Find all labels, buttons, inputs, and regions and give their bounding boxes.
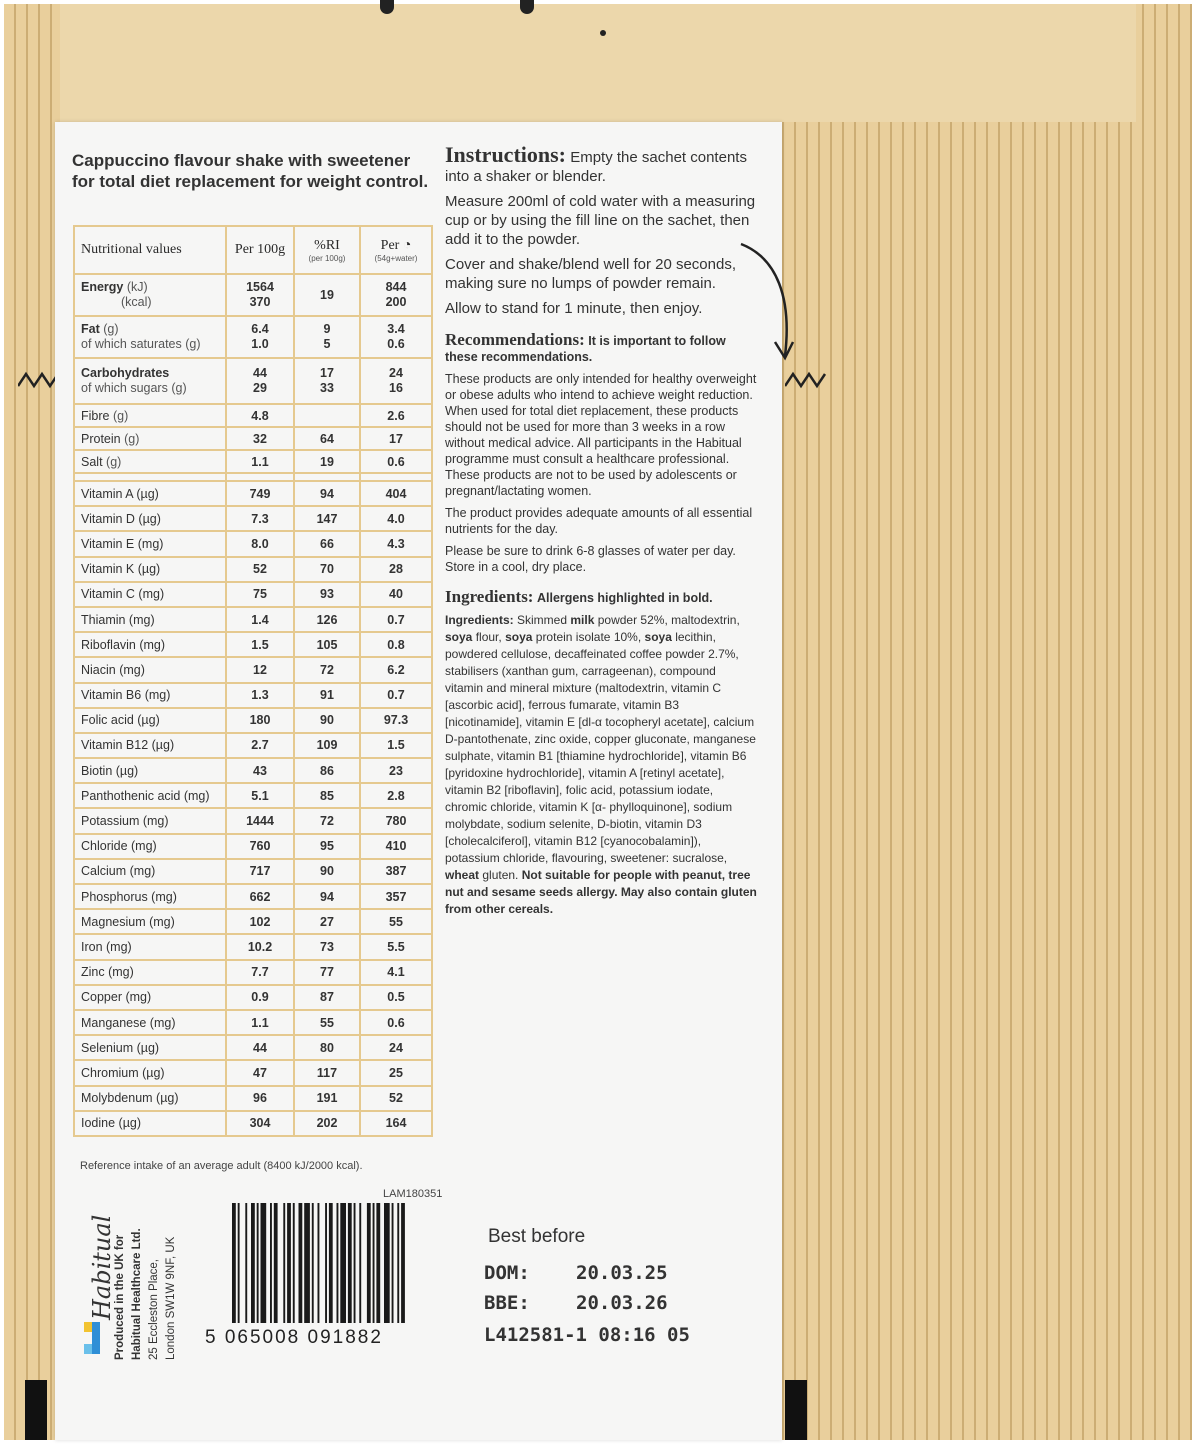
barcode-bar <box>376 1203 380 1323</box>
barcode-bar <box>304 1203 310 1323</box>
barcode-bar <box>287 1203 291 1323</box>
table-row: Manganese (mg) 1.1 55 0.6 <box>74 1010 432 1035</box>
header-serving: Per ◔ (54g+water) <box>360 226 432 274</box>
instructions-step4: Allow to stand for 1 minute, then enjoy. <box>445 300 703 317</box>
table-row: Panthothenic acid (mg) 5.1 85 2.8 <box>74 783 432 808</box>
brand-mark-icon <box>84 1322 108 1354</box>
table-row: Molybdenum (µg) 96 191 52 <box>74 1086 432 1111</box>
lam-code: LAM180351 <box>383 1188 443 1200</box>
barcode <box>228 1203 453 1328</box>
table-row: Chloride (mg) 760 95 410 <box>74 834 432 859</box>
table-row-energy: Energy (kJ) (kcal) 1564 370 19 844 200 <box>74 274 432 316</box>
barcode-bar <box>359 1203 361 1323</box>
tear-dot <box>600 30 606 36</box>
instructions-step3: Cover and shake/blend well for 20 seconds, making sure no lumps of powder remain. <box>445 256 737 292</box>
table-row: Calcium (mg) 717 90 387 <box>74 859 432 884</box>
table-row: Thiamin (mg) 1.4 126 0.7 <box>74 607 432 632</box>
table-row: Phosphorus (mg) 662 94 357 <box>74 884 432 909</box>
barcode-bar <box>283 1203 285 1323</box>
top-notch-left <box>380 0 394 14</box>
ingredients-list: Ingredients: Skimmed milk powder 52%, maltodextrin, soya flour, soya protein isolate 10%, soya lecithin, powdered cellulose, decaffeinated coffee powder 2.7%, stabilisers (xanthan gum, carrageenan), compound vitamin and mineral mixture (maltodextrin, vitamin C [ascorbic acid], ferrous fumarate, vitamin B3 [nicotinamide], vitamin E [dl-α tocopheryl acetate], calcium D-pantothenate, zinc oxide, copper gluconate, manganese sulphate, vitamin B1 [thiamine hydrochloride], vitamin B6 [pyridoxine hydrochloride], vitamin A [retinyl acetate], vitamin B2 [riboflavin], folic acid, potassium iodate, chromic chloride, vitamin K [α- phylloquinone], sodium molybdate, sodium selenite, D-biotin, vitamin D3 [cholecalciferol], vitamin B12 [cyanocobalamin]), potassium chloride, flavouring, sweetener: sucralose, wheat gluten. Not suitable for people with peanut, tree nut and sesame seeds allergy. May also contain gluten from other cereals. <box>445 613 757 916</box>
vitamin-rows <box>74 481 432 1136</box>
table-row: Folic acid (µg) 180 90 97.3 <box>74 708 432 733</box>
table-row: Iron (mg) 10.2 73 5.5 <box>74 934 432 959</box>
recommendations-intro: Recommendations: It is important to follow these recommendations. <box>445 330 726 364</box>
header-ri: %RI (per 100g) <box>294 226 360 274</box>
tear-notch-right-icon <box>785 368 827 392</box>
table-row: Vitamin B6 (mg) 1.3 91 0.7 <box>74 683 432 708</box>
table-row: Vitamin C (mg) 75 93 40 <box>74 582 432 607</box>
table-row: Vitamin K (µg) 52 70 28 <box>74 557 432 582</box>
table-row: Vitamin D (µg) 7.3 147 4.0 <box>74 506 432 531</box>
barcode-bar <box>367 1203 371 1323</box>
table-row: Riboflavin (mg) 1.5 105 0.8 <box>74 632 432 657</box>
barcode-bar <box>354 1203 356 1323</box>
table-row-fibre: Fibre (g) 4.8 2.6 <box>74 404 432 427</box>
instructions-heading: Instructions: <box>445 142 567 167</box>
ingredients-heading: Ingredients: <box>445 587 534 606</box>
dom-line: DOM: 20.03.25 <box>484 1262 668 1284</box>
barcode-bar <box>238 1203 240 1323</box>
barcode-bar <box>232 1203 236 1323</box>
top-notch-right <box>520 0 534 14</box>
barcode-bar <box>261 1203 267 1323</box>
barcode-bar <box>270 1203 272 1323</box>
sachet-top-seal <box>60 4 1136 122</box>
allergy-warning: Not suitable for people with peanut, tree nut and sesame seeds allergy. May also contain gluten from other cereals. <box>445 868 757 916</box>
barcode-bar <box>312 1203 314 1323</box>
table-row-protein: Protein (g) 32 64 17 <box>74 427 432 450</box>
bbe-line: BBE: 20.03.26 <box>484 1292 668 1314</box>
tear-notch-left-icon <box>18 368 60 392</box>
recommendations-p2: The product provides adequate amounts of all essential nutrients for the day. <box>445 506 753 536</box>
nutrition-table <box>73 225 433 1137</box>
barcode-bar <box>340 1203 346 1323</box>
table-row: Zinc (mg) 7.7 77 4.1 <box>74 960 432 985</box>
table-row: Vitamin A (µg) 749 94 404 <box>74 481 432 506</box>
barcode-bar <box>401 1203 405 1323</box>
barcode-bar <box>274 1203 278 1323</box>
barcode-bar <box>257 1203 259 1323</box>
instructions-column <box>445 142 757 924</box>
recommendations-p1: These products are only intended for healthy overweight or obese adults who intend to achieve weight reduction. When used for total diet replacement, these products should not be used for more than 3 weeks in a row without medical advice. All participants in the Habitual programme must consult a healthcare professional. These products are not to be used by adolescents or pregnant/lactating women. <box>445 372 757 498</box>
barcode-bar <box>392 1203 394 1323</box>
table-row: Copper (mg) 0.9 87 0.5 <box>74 985 432 1010</box>
recommendations-p3: Please be sure to drink 6-8 glasses of water per day. Store in a cool, dry place. <box>445 544 736 574</box>
fill-line-arrow-icon <box>737 238 797 368</box>
barcode-bar <box>245 1203 247 1323</box>
table-spacer <box>74 473 432 481</box>
bottom-seal-left <box>25 1380 47 1440</box>
table-row: Selenium (µg) 44 80 24 <box>74 1035 432 1060</box>
brand-logo: Habitual <box>88 1214 116 1320</box>
table-row: Niacin (mg) 12 72 6.2 <box>74 657 432 682</box>
barcode-bar <box>293 1203 295 1323</box>
barcode-bar <box>348 1203 352 1323</box>
header-nutrient: Nutritional values <box>74 226 226 274</box>
recommendations-heading: Recommendations: <box>445 330 585 349</box>
instructions-step2: Measure 200ml of cold water with a measuring cup or by using the fill line on the sachet, then add it to the powder. <box>445 193 756 248</box>
table-row-fat: Fat (g) of which saturates (g) 6.4 1.0 9 5 3.4 0.6 <box>74 316 432 358</box>
header-per100: Per 100g <box>226 226 294 274</box>
table-header-row <box>74 226 432 274</box>
ingredients-intro: Ingredients: Allergens highlighted in bold. <box>445 587 713 606</box>
table-row: Biotin (µg) 43 86 23 <box>74 758 432 783</box>
barcode-bar <box>299 1203 303 1323</box>
product-description: Cappuccino flavour shake with sweetener for total diet replacement for weight control. <box>72 151 429 191</box>
lot-line: L412581-1 08:16 05 <box>484 1324 690 1346</box>
reference-note: Reference intake of an average adult (8400 kJ/2000 kcal). <box>80 1160 363 1172</box>
table-row: Vitamin B12 (µg) 2.7 109 1.5 <box>74 733 432 758</box>
table-row-salt: Salt (g) 1.1 19 0.6 <box>74 450 432 473</box>
barcode-bar <box>318 1203 320 1323</box>
table-row: Potassium (mg) 1444 72 780 <box>74 808 432 833</box>
producer-address: Produced in the UK for Habitual Healthcare Ltd. 25 Eccleston Place, London SW1W 9NF, UK <box>114 1228 177 1360</box>
shaker-icon: ◔ <box>402 237 412 253</box>
barcode-bar <box>251 1203 255 1323</box>
best-before-label: Best before <box>488 1226 586 1247</box>
barcode-number: 5 065008 091882 <box>205 1327 383 1348</box>
barcode-bar <box>373 1203 375 1323</box>
barcode-bar <box>384 1203 390 1323</box>
table-row-carbohydrates: Carbohydrates of which sugars (g) 44 29 17 33 24 16 <box>74 358 432 404</box>
table-row: Vitamin E (mg) 8.0 66 4.3 <box>74 531 432 556</box>
table-row: Magnesium (mg) 102 27 55 <box>74 909 432 934</box>
table-row: Chromium (µg) 47 117 25 <box>74 1060 432 1085</box>
barcode-bar <box>337 1203 339 1323</box>
barcode-bar <box>329 1203 333 1323</box>
bottom-seal-right <box>785 1380 807 1440</box>
instructions-step1: Instructions: Empty the sachet contents into a shaker or blender. <box>445 142 747 185</box>
barcode-bar <box>397 1203 399 1323</box>
table-row: Iodine (µg) 304 202 164 <box>74 1111 432 1136</box>
barcode-bar <box>325 1203 327 1323</box>
